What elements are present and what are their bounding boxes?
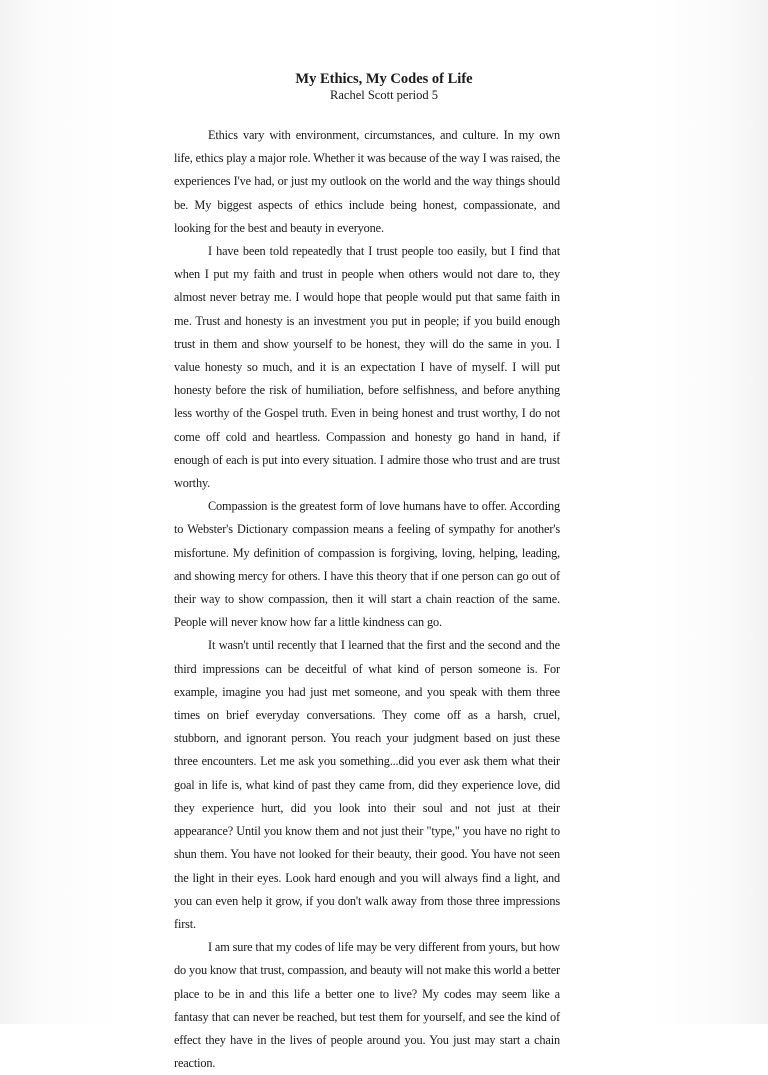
- paragraph: I am sure that my codes of life may be very different from yours, but how do you know that trust, compassion, and beauty will not make this world a better place to be in and this life a better one to live? My codes may seem like a fantasy that can never be reached, but test them for yourself, and see the kind of effect they have in the lives of people around you. You just may start a chain reaction.: [174, 940, 560, 1071]
- paragraph: It wasn't until recently that I learned that the first and the second and the third impressions can be deceitful of what kind of person someone is. For example, imagine you had just met someone, and you speak with them three times on brief everyday conversations. They come off as a harsh, cruel, stubborn, and ignorant person. You reach your judgment based on just these three encounters. Let me ask you something...did you ever ask them what their goal in life is, what kind of past they came from, did they experience love, did they experience hurt, did you look into their soul and not just at their appearance? Until you know them and not just their "type," you have no right to shun them. You have not looked for their beauty, their good. You have not seen the light in their eyes. Look hard enough and you will always find a light, and you can even help it grow, if you don't walk away from those three impressions first.: [174, 638, 560, 931]
- paragraph: Ethics vary with environment, circumstances, and culture. In my own life, ethics play a major role. Whether it was because of the way I was raised, the experiences I've had, or just my outlook on the world and the way things should be. My biggest aspects of ethics include being honest, compassionate, and looking for the best and beauty in everyone.: [174, 128, 560, 235]
- document-title: My Ethics, My Codes of Life: [295, 71, 473, 87]
- essay-body: [174, 124, 560, 1075]
- author-line: Rachel Scott period 5: [330, 88, 438, 102]
- paragraph: Compassion is the greatest form of love humans have to offer. According to Webster's Dictionary compassion means a feeling of sympathy for another's misfortune. My definition of compassion is forgiving, loving, helping, leading, and showing mercy for others. I have this theory that if one person can go out of their way to show compassion, then it will start a chain reaction of the same. People will never know how far a little kindness can go.: [174, 499, 560, 630]
- paragraph: I have been told repeatedly that I trust people too easily, but I find that when I put my faith and trust in people when others would not dare to, they almost never betray me. I would hope that people would put that same faith in me. Trust and honesty is an investment you put in people; if you build enough trust in them and show yourself to be honest, they will do the same in you. I value honesty so much, and it is an expectation I have of myself. I will put honesty before the risk of humiliation, before selfishness, and before anything less worthy of the Gospel truth. Even in being honest and trust worthy, I do not come off cold and heartless. Compassion and honesty go hand in hand, if enough of each is put into every situation. I admire those who trust and are trust worthy.: [174, 244, 560, 491]
